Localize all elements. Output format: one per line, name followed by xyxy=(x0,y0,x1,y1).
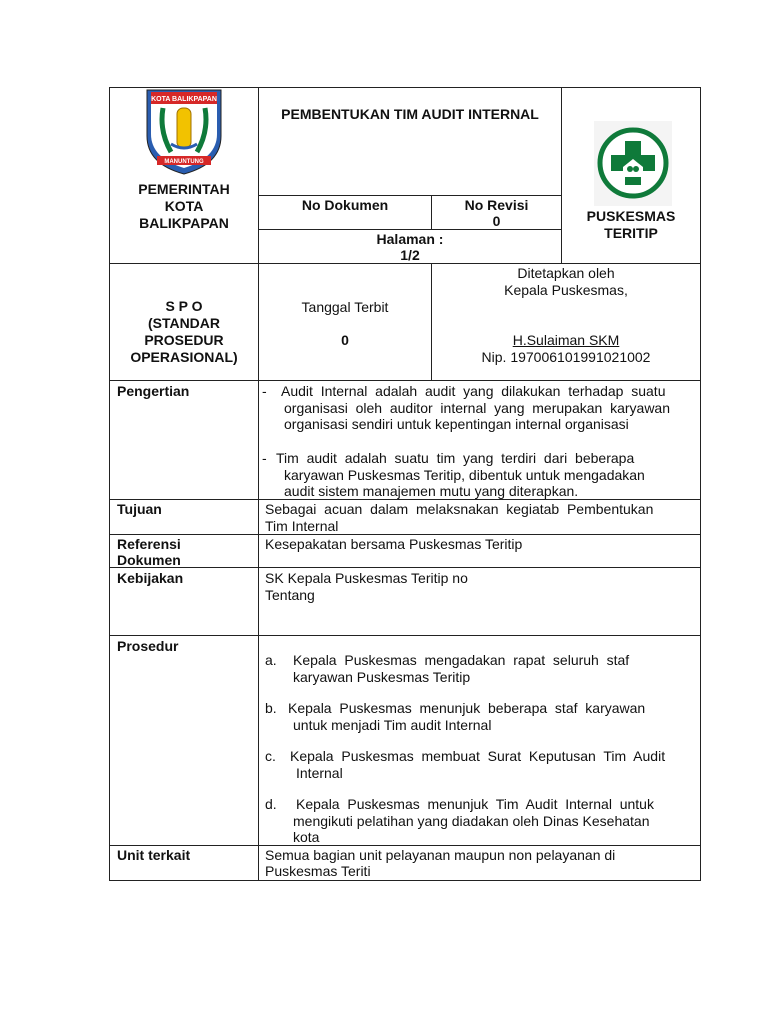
gov-name-line3: BALIKPAPAN xyxy=(139,215,229,231)
document-title: PEMBENTUKAN TIM AUDIT INTERNAL xyxy=(281,106,539,122)
prosedur-label: Prosedur xyxy=(117,638,179,654)
kebijakan-label: Kebijakan xyxy=(117,570,184,586)
border-right xyxy=(700,87,701,881)
tanggal-terbit-label: Tanggal Terbit xyxy=(301,299,389,315)
prosedur-b-line2: untuk menjadi Tim audit Internal xyxy=(293,717,492,733)
signer-name: H.Sulaiman SKM xyxy=(512,332,620,348)
prosedur-a-line1: Kepala Puskesmas mengadakan rapat seluruh staf xyxy=(293,652,630,668)
prosedur-d-marker: d. xyxy=(265,796,277,812)
ditetapkan-line1: Ditetapkan oleh xyxy=(517,265,615,281)
halaman-value: 1/2 xyxy=(400,247,420,263)
pengertian-a-line1: Audit Internal adalah audit yang dilakukan terhadap suatu xyxy=(281,383,666,399)
line-referensi-bottom xyxy=(109,567,701,568)
referensi-value: Kesepakatan bersama Puskesmas Teritip xyxy=(265,536,523,552)
pengertian-a-line3: organisasi sendiri untuk kepentingan internal organisasi xyxy=(284,416,629,432)
line-prosedur-bottom xyxy=(109,845,701,846)
line-title-bottom xyxy=(258,195,562,196)
ditetapkan-line2: Kepala Puskesmas, xyxy=(504,282,628,298)
tujuan-line2: Tim Internal xyxy=(265,518,339,534)
prosedur-b-marker: b. xyxy=(265,700,277,716)
no-revisi-label: No Revisi xyxy=(464,197,529,213)
tujuan-line1: Sebagai acuan dalam melaksnakan kegiatab Pembentukan xyxy=(265,501,654,517)
prosedur-a-line2: karyawan Puskesmas Teritip xyxy=(293,669,471,685)
kebijakan-line2: Tentang xyxy=(265,587,315,603)
prosedur-c-marker: c. xyxy=(265,748,276,764)
pengertian-a-dash: - xyxy=(262,383,267,399)
line-kebijakan-bottom xyxy=(109,635,701,636)
line-tujuan-bottom xyxy=(109,534,701,535)
line-dokumen-bottom xyxy=(258,229,562,230)
kebijakan-line1: SK Kepala Puskesmas Teritip no xyxy=(265,570,468,586)
signer-nip: Nip. 197006101991021002 xyxy=(481,349,651,365)
spo-line4: OPERASIONAL) xyxy=(130,349,238,365)
pengertian-b-line1: Tim audit adalah suatu tim yang terdiri dari beberapa xyxy=(276,450,635,466)
no-dokumen-label: No Dokumen xyxy=(301,197,389,213)
line-spo-bottom xyxy=(109,380,701,381)
spo-line3: PROSEDUR xyxy=(144,332,224,348)
svg-text:MANUNTUNG: MANUNTUNG xyxy=(164,159,204,165)
spo-line1: S P O xyxy=(165,298,203,314)
line-pengertian-bottom xyxy=(109,499,701,500)
gov-name-line2: KOTA xyxy=(164,198,204,214)
tujuan-label: Tujuan xyxy=(117,501,162,517)
gov-name-line1: PEMERINTAH xyxy=(138,181,230,197)
puskesmas-name-line1: PUSKESMAS xyxy=(586,208,676,224)
prosedur-d-line1: Kepala Puskesmas menunjuk Tim Audit Internal untuk xyxy=(296,796,654,812)
pengertian-a-line2: organisasi oleh auditor internal yang merupakan karyawan xyxy=(284,400,670,416)
referensi-label-line2: Dokumen xyxy=(117,552,181,568)
svg-text:KOTA BALIKPAPAN: KOTA BALIKPAPAN xyxy=(151,96,217,103)
halaman-label: Halaman : xyxy=(376,231,444,247)
unit-terkait-line2: Puskesmas Teriti xyxy=(265,863,371,879)
prosedur-c-line1: Kepala Puskesmas membuat Surat Keputusan Tim Audit xyxy=(290,748,666,764)
unit-terkait-label: Unit terkait xyxy=(117,847,191,863)
prosedur-c-line2: Internal xyxy=(296,765,343,781)
pengertian-label: Pengertian xyxy=(117,383,190,399)
puskesmas-logo xyxy=(594,121,672,206)
prosedur-d-line2: mengikuti pelatihan yang diadakan oleh Dinas Kesehatan xyxy=(293,813,650,829)
line-header-bottom xyxy=(109,263,701,264)
spo-line2: (STANDAR xyxy=(147,315,221,331)
referensi-label-line1: Referensi xyxy=(117,536,181,552)
puskesmas-name-line2: TERITIP xyxy=(604,225,658,241)
border-bottom xyxy=(109,880,701,881)
unit-terkait-line1: Semua bagian unit pelayanan maupun non pelayanan di xyxy=(265,847,616,863)
prosedur-b-line1: Kepala Puskesmas menunjuk beberapa staf karyawan xyxy=(288,700,646,716)
pengertian-b-line2: karyawan Puskesmas Teritip, dibentuk untuk mengadakan xyxy=(284,467,645,483)
no-revisi-value: 0 xyxy=(492,213,501,229)
pengertian-b-dash: - xyxy=(262,450,267,466)
pengertian-b-line3: audit sistem manajemen mutu yang diterapkan. xyxy=(284,483,579,499)
prosedur-a-marker: a. xyxy=(265,652,277,668)
balikpapan-crest-logo xyxy=(141,86,227,176)
prosedur-d-line3: kota xyxy=(293,829,320,845)
tanggal-terbit-value: 0 xyxy=(341,332,349,348)
